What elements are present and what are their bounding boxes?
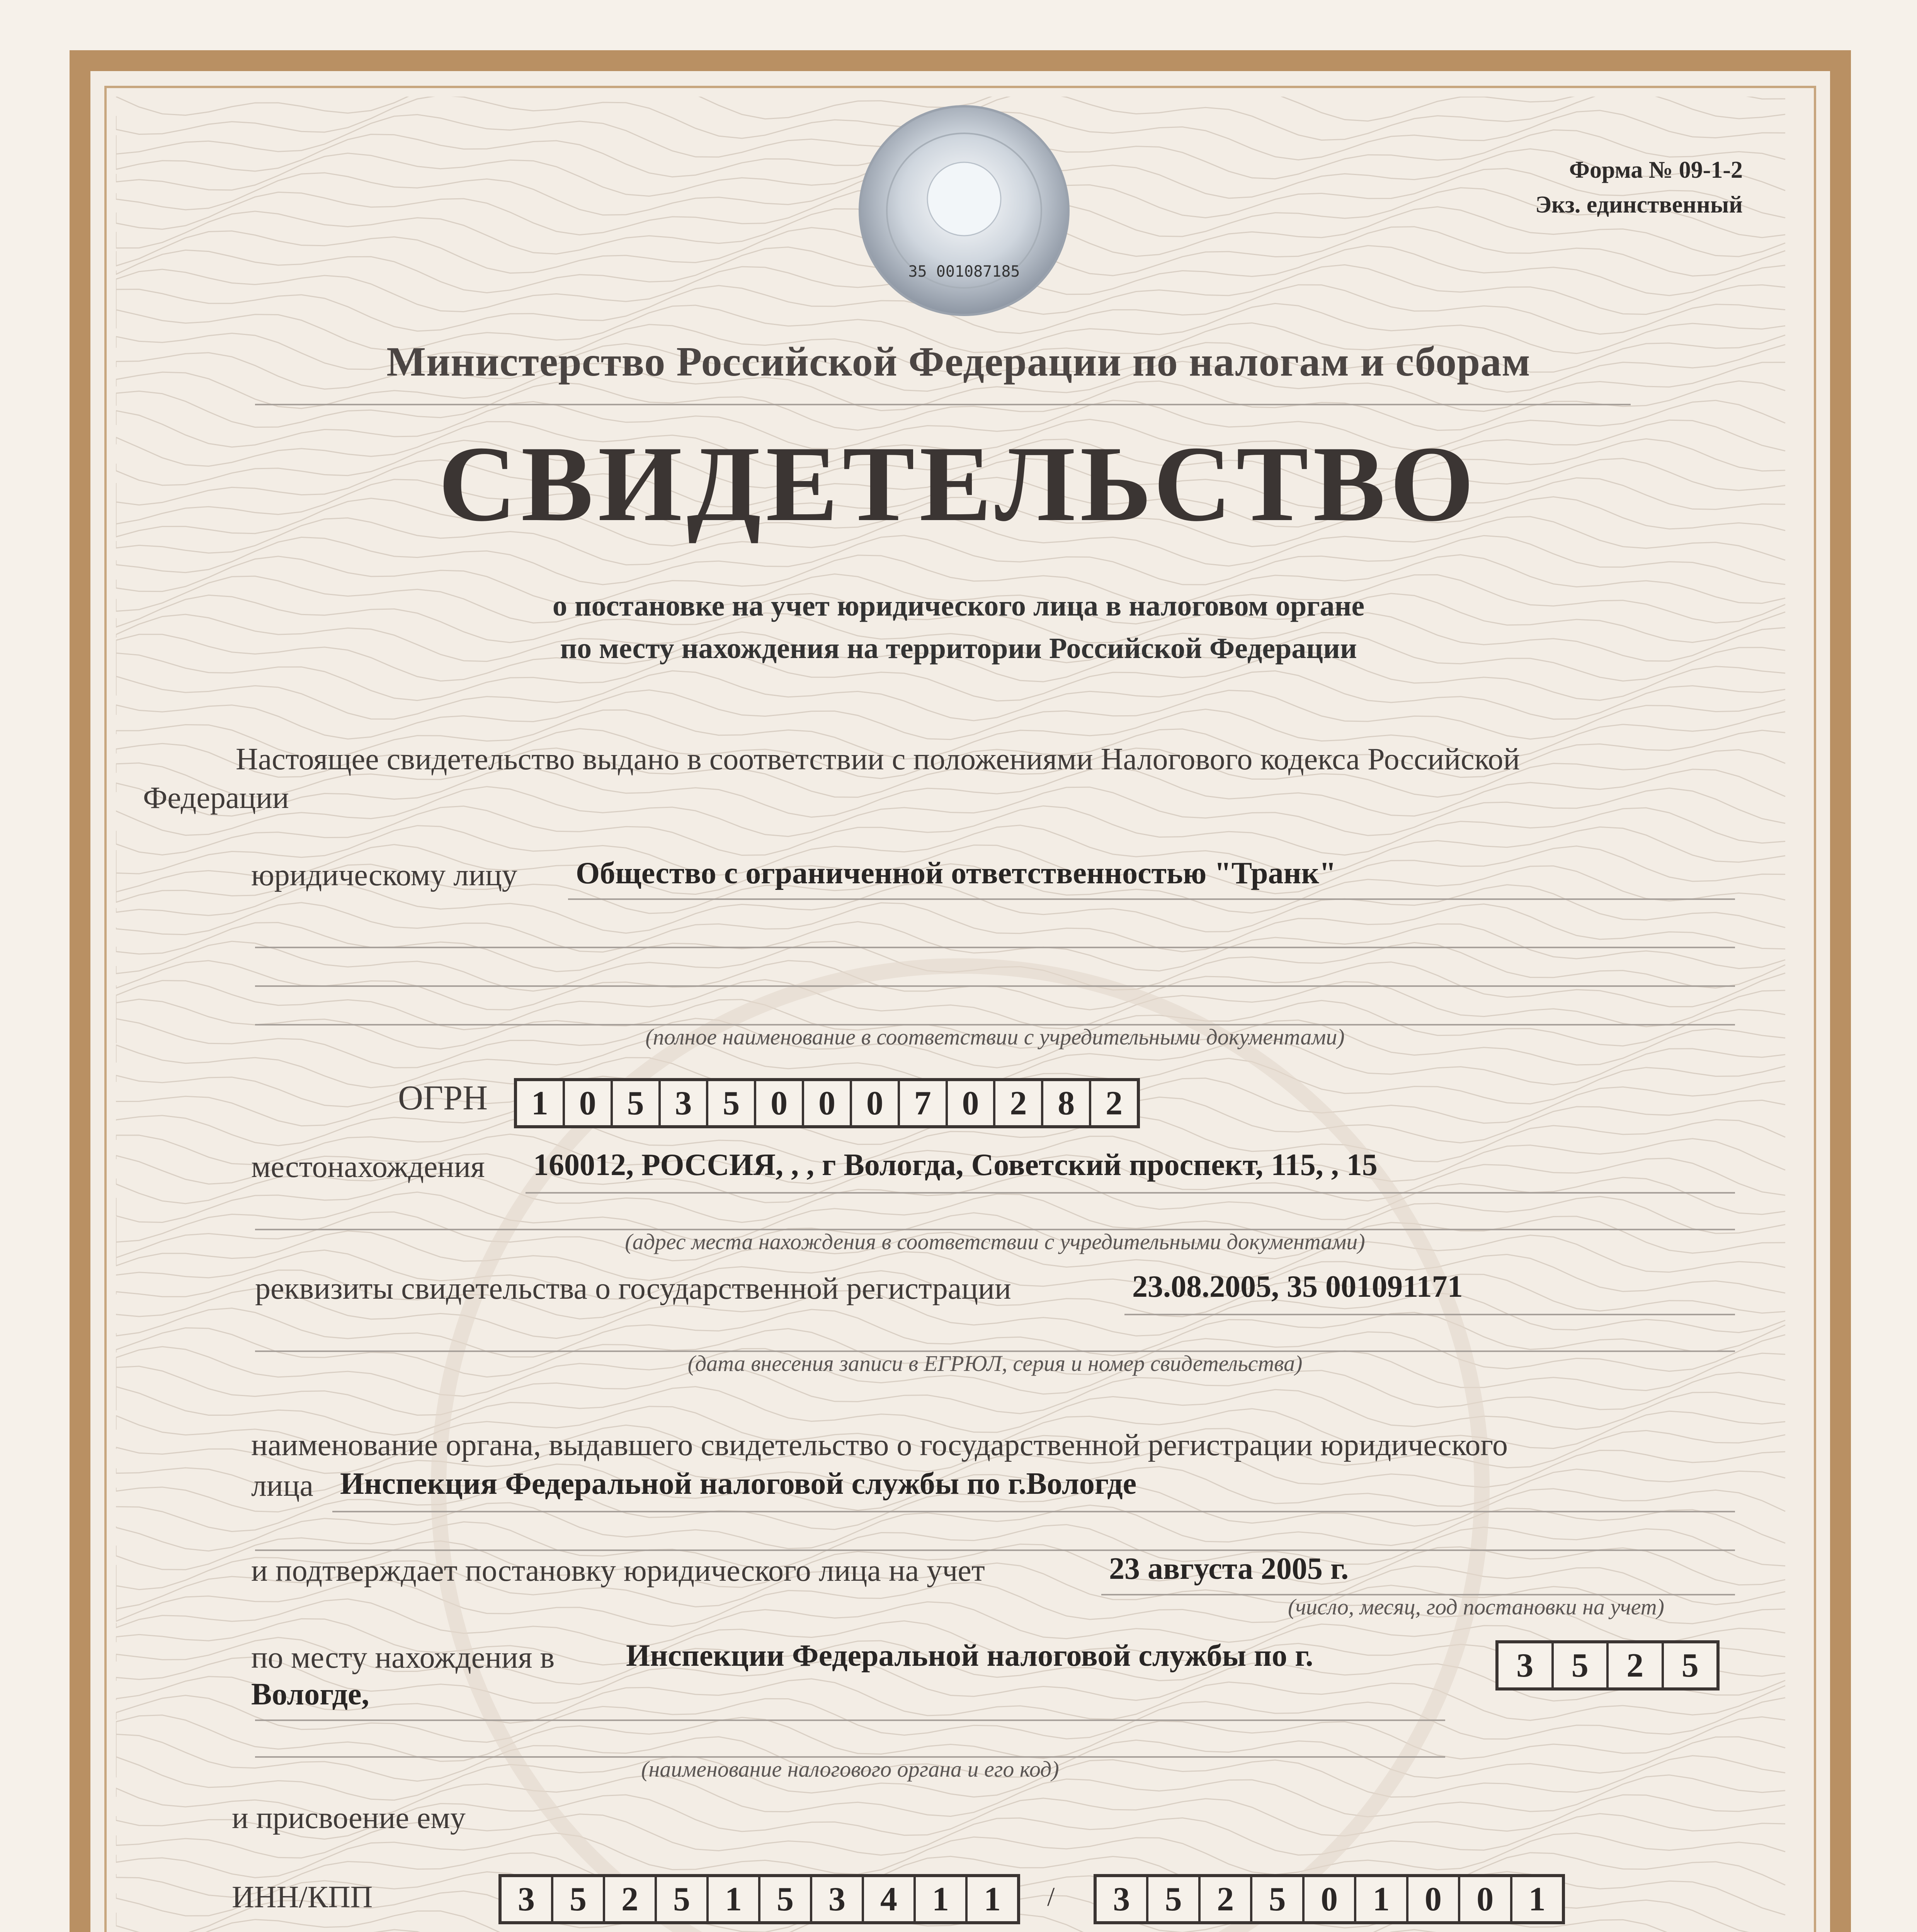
issuer-value: Инспекция Федеральной налоговой службы по г.Вологде [340,1467,1137,1501]
ogrn-digit: 0 [852,1081,900,1125]
guilloche-line [116,1715,1785,1762]
ogrn-digit: 0 [565,1081,613,1125]
inn-digit: 5 [760,1877,812,1921]
inn-digit: 4 [864,1877,916,1921]
registration-label: реквизиты свидетельства о государственной регистрации [255,1272,1011,1306]
code-digit: 2 [1609,1643,1664,1687]
tax-office-code-boxes [1495,1640,1720,1690]
document-title: СВИДЕТЕЛЬСТВО [438,423,1479,544]
location-value-line-2: Вологде, [251,1677,369,1711]
inn-digit: 2 [605,1877,657,1921]
subtitle-line-2: по месту нахождения на территории Российской Федерации [560,632,1357,665]
ogrn-digit: 0 [948,1081,996,1125]
kpp-digit: 0 [1460,1877,1512,1921]
form-number: Форма № 09-1-2 [1569,157,1743,183]
ogrn-digit: 0 [804,1081,852,1125]
ogrn-digit: 5 [708,1081,756,1125]
guilloche-line [116,1308,1785,1357]
ogrn-digit: 5 [613,1081,661,1125]
guilloche-line [116,671,1785,721]
inn-digit: 3 [502,1877,553,1921]
inn-boxes [498,1874,1020,1924]
kpp-digit: 0 [1408,1877,1460,1921]
address-value: 160012, РОССИЯ, , , г Вологда, Советский проспект, 115, , 15 [533,1148,1378,1182]
issuer-label-line-1: наименование органа, выдавшего свидетельство о государственной регистрации юридического [251,1428,1508,1462]
inn-kpp-separator: / [1047,1882,1055,1912]
subtitle-line-1: о постановке на учет юридического лица в налоговом органе [552,590,1365,622]
inn-digit: 1 [984,1880,1001,1918]
ogrn-digit: 3 [661,1081,709,1125]
assign-text: и присвоение ему [232,1801,466,1835]
ogrn-label: ОГРН [398,1079,488,1117]
location-label: по месту нахождения в [251,1641,555,1675]
kpp-boxes [1094,1874,1565,1924]
guilloche-line [116,903,1785,952]
guilloche-line [116,787,1785,837]
confirm-date: 23 августа 2005 г. [1109,1552,1349,1586]
inn-digit: 5 [553,1877,605,1921]
registration-value: 23.08.2005, 35 001091171 [1132,1270,1463,1304]
intro-line-1: Настоящее свидетельство выдано в соответствии с положениями Налогового кодекса Российской [236,742,1520,776]
code-digit: 5 [1554,1643,1609,1687]
inn-digit: 1 [709,1877,760,1921]
inn-kpp-label: ИНН/КПП [232,1880,373,1914]
inn-digit: 5 [657,1877,709,1921]
kpp-digit: 5 [1148,1877,1200,1921]
hologram-serial: 35 001087185 [908,263,1020,281]
ogrn-digit: 7 [900,1081,948,1125]
confirm-note: (число, месяц, год постановки на учет) [1288,1594,1664,1619]
intro-line-2: Федерации [143,781,289,815]
kpp-digit: 3 [1097,1877,1148,1921]
confirm-label: и подтверждает постановку юридического лица на учет [251,1554,985,1588]
hologram-seal [856,102,1072,319]
ogrn-boxes [514,1078,1140,1128]
ogrn-digit: 1 [517,1081,565,1125]
location-note: (наименование налогового органа и его код) [641,1757,1059,1782]
entity-note: (полное наименование в соответствии с учредительными документами) [645,1024,1345,1049]
inn-digit: 1 [916,1877,968,1921]
ministry-title: Министерство Российской Федерации по налогам и сборам [386,339,1531,385]
guilloche-line [116,1833,1785,1878]
address-note: (адрес места нахождения в соответствии с учредительными документами) [625,1229,1365,1254]
ogrn-digit: 0 [756,1081,804,1125]
kpp-digit: 1 [1528,1880,1546,1918]
copy-label: Экз. единственный [1535,192,1743,218]
kpp-digit: 0 [1305,1877,1356,1921]
registration-note: (дата внесения записи в ЕГРЮЛ, серия и номер свидетельства) [687,1351,1303,1376]
ogrn-digit: 8 [1043,1081,1091,1125]
issuer-label-line-2: лица [251,1469,314,1503]
entity-label: юридическому лицу [251,858,517,892]
guilloche-line [116,1930,1785,1932]
code-digit: 3 [1499,1643,1554,1687]
address-label: местонахождения [251,1150,485,1184]
entity-name: Общество с ограниченной ответственностью "Транк" [576,856,1337,890]
kpp-digit: 5 [1252,1877,1304,1921]
ogrn-digit: 2 [1106,1084,1123,1122]
guilloche-line [116,806,1785,855]
kpp-digit: 1 [1356,1877,1408,1921]
kpp-digit: 2 [1201,1877,1252,1921]
inn-digit: 3 [812,1877,864,1921]
guilloche-line [116,980,1785,1029]
code-digit: 5 [1681,1646,1699,1684]
location-value-line-1: Инспекции Федеральной налоговой службы по г. [626,1639,1313,1673]
ogrn-digit: 2 [995,1081,1043,1125]
